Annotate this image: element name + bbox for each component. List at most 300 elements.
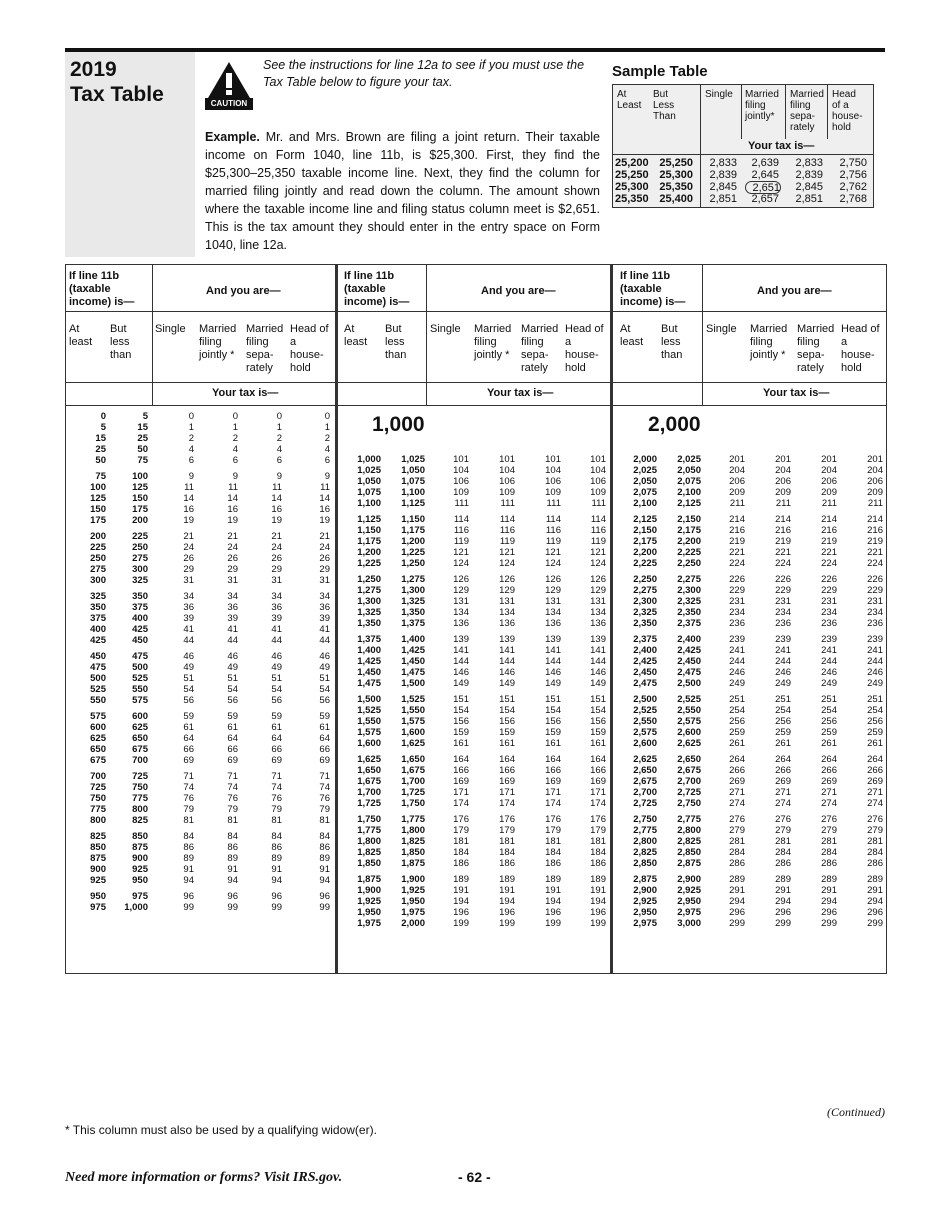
tax-cell: 204 (867, 465, 883, 476)
tax-cell: 249 (821, 678, 837, 689)
income-cell: 975 (132, 891, 148, 902)
sample-tax-cell: 2,762 (839, 181, 867, 193)
income-cell: 2,775 (633, 825, 657, 836)
tax-cell: 106 (545, 476, 561, 487)
tax-cell: 221 (867, 547, 883, 558)
tax-cell: 134 (453, 607, 469, 618)
tax-cell: 124 (545, 558, 561, 569)
income-cell: 450 (132, 635, 148, 646)
if-line-label: If line 11b (taxable income) is— (344, 270, 410, 308)
tax-cell: 236 (821, 618, 837, 629)
sample-mfs: Married filing sepa- rately (790, 89, 824, 133)
tax-cell: 176 (590, 814, 606, 825)
tax-cell: 181 (590, 836, 606, 847)
example-paragraph (205, 128, 600, 254)
tax-cell: 114 (545, 514, 561, 525)
tax-cell: 59 (319, 711, 330, 722)
tax-cell: 0 (232, 411, 238, 422)
income-cell: 2,450 (633, 667, 657, 678)
income-cell: 675 (90, 755, 106, 766)
tax-cell: 236 (729, 618, 745, 629)
income-cell: 1,625 (401, 738, 425, 749)
income-cell: 2,950 (677, 896, 701, 907)
mfs-header: Married filing sepa- rately (797, 323, 835, 374)
income-cell: 1,500 (401, 678, 425, 689)
tax-cell: 131 (499, 596, 515, 607)
sample-tax-cell: 2,839 (709, 169, 737, 181)
tax-cell: 31 (319, 575, 330, 586)
if-line-label: If line 11b (taxable income) is— (69, 270, 135, 308)
tax-cell: 16 (319, 504, 330, 515)
tax-cell: 6 (324, 455, 330, 466)
income-cell: 2,225 (633, 558, 657, 569)
tax-cell: 191 (590, 885, 606, 896)
tax-cell: 71 (271, 771, 282, 782)
tax-cell: 171 (499, 787, 515, 798)
tax-cell: 169 (453, 776, 469, 787)
income-cell: 1,750 (357, 814, 381, 825)
income-cell: 15 (95, 433, 106, 444)
income-cell: 2,700 (677, 776, 701, 787)
tax-cell: 244 (729, 656, 745, 667)
tax-cell: 36 (183, 602, 194, 613)
income-cell: 25 (137, 433, 148, 444)
tax-cell: 299 (867, 918, 883, 929)
tax-cell: 294 (729, 896, 745, 907)
income-cell: 1,200 (401, 536, 425, 547)
tax-cell: 96 (183, 891, 194, 902)
tax-cell: 214 (775, 514, 791, 525)
tax-cell: 164 (545, 754, 561, 765)
tax-cell: 199 (453, 918, 469, 929)
tax-cell: 29 (271, 564, 282, 575)
tax-cell: 91 (319, 864, 330, 875)
tax-cell: 16 (227, 504, 238, 515)
tax-cell: 151 (453, 694, 469, 705)
sample-table-title: Sample Table (612, 63, 708, 80)
tax-cell: 116 (499, 525, 515, 536)
tax-cell: 271 (729, 787, 745, 798)
tax-cell: 2 (276, 433, 282, 444)
tax-cell: 241 (867, 645, 883, 656)
more-info-text: Need more information or forms? Visit IRS.gov. (65, 1170, 343, 1185)
tax-cell: 296 (867, 907, 883, 918)
tax-cell: 289 (821, 874, 837, 885)
income-cell: 2,525 (633, 705, 657, 716)
tax-cell: 176 (453, 814, 469, 825)
income-cell: 475 (132, 651, 148, 662)
tax-cell: 266 (821, 765, 837, 776)
tax-cell: 161 (499, 738, 515, 749)
tax-cell: 49 (183, 662, 194, 673)
sample-income-cell: 25,200 (615, 157, 649, 169)
tax-cell: 146 (453, 667, 469, 678)
tax-cell: 186 (545, 858, 561, 869)
tax-cell: 254 (729, 705, 745, 716)
income-cell: 1,575 (357, 727, 381, 738)
income-cell: 1,350 (401, 607, 425, 618)
tax-cell: 14 (271, 493, 282, 504)
tax-cell: 121 (590, 547, 606, 558)
sample-tax-cell: 2,839 (795, 169, 823, 181)
tax-cell: 141 (545, 645, 561, 656)
tax-cell: 231 (821, 596, 837, 607)
tax-cell: 246 (729, 667, 745, 678)
tax-cell: 136 (453, 618, 469, 629)
income-cell: 2,950 (633, 907, 657, 918)
income-cell: 2,675 (677, 765, 701, 776)
tax-cell: 64 (319, 733, 330, 744)
income-cell: 2,550 (677, 705, 701, 716)
income-cell: 2,875 (677, 858, 701, 869)
tax-cell: 66 (183, 744, 194, 755)
income-cell: 2,025 (633, 465, 657, 476)
tax-cell: 204 (821, 465, 837, 476)
sample-tax-cell: 2,833 (709, 157, 737, 169)
income-cell: 50 (95, 455, 106, 466)
tax-cell: 244 (867, 656, 883, 667)
tax-cell: 166 (545, 765, 561, 776)
at-least-column (619, 454, 657, 929)
tax-cell: 221 (821, 547, 837, 558)
income-cell: 1,600 (357, 738, 381, 749)
income-cell: 1,800 (357, 836, 381, 847)
at-least-header: At least (69, 323, 93, 348)
tax-cell: 241 (729, 645, 745, 656)
income-cell: 650 (132, 733, 148, 744)
income-cell: 925 (90, 875, 106, 886)
income-cell: 1,450 (357, 667, 381, 678)
tax-cell: 159 (499, 727, 515, 738)
hoh-header: Head of a house- hold (841, 323, 880, 374)
tax-cell: 44 (227, 635, 238, 646)
tax-cell: 44 (271, 635, 282, 646)
tax-cell: 209 (867, 487, 883, 498)
your-tax-label: Your tax is— (487, 387, 554, 399)
income-cell: 2,375 (677, 618, 701, 629)
income-cell: 525 (132, 673, 148, 684)
tax-cell: 26 (319, 553, 330, 564)
tax-cell: 31 (227, 575, 238, 586)
tax-cell: 239 (729, 634, 745, 645)
tax-cell: 276 (821, 814, 837, 825)
tax-cell: 9 (324, 471, 330, 482)
income-cell: 1,850 (357, 858, 381, 869)
income-cell: 750 (90, 793, 106, 804)
income-cell: 1,675 (401, 765, 425, 776)
income-cell: 225 (132, 531, 148, 542)
income-cell: 625 (90, 733, 106, 744)
income-cell: 2,725 (633, 798, 657, 809)
income-cell: 900 (132, 853, 148, 864)
income-cell: 2,600 (633, 738, 657, 749)
tax-cell: 69 (319, 755, 330, 766)
tax-cell: 116 (545, 525, 561, 536)
income-cell: 225 (90, 542, 106, 553)
tax-cell: 14 (319, 493, 330, 504)
income-cell: 5 (100, 422, 106, 433)
income-cell: 1,050 (357, 476, 381, 487)
tax-cell: 156 (453, 716, 469, 727)
tax-cell: 89 (227, 853, 238, 864)
hoh-column (839, 454, 883, 929)
tax-cell: 251 (729, 694, 745, 705)
tax-cell: 284 (729, 847, 745, 858)
tax-cell: 109 (545, 487, 561, 498)
tax-cell: 191 (545, 885, 561, 896)
tax-cell: 281 (729, 836, 745, 847)
income-cell: 1,475 (401, 667, 425, 678)
tax-cell: 244 (821, 656, 837, 667)
income-cell: 2,350 (633, 618, 657, 629)
tax-cell: 121 (545, 547, 561, 558)
income-cell: 1,350 (357, 618, 381, 629)
tax-cell: 54 (271, 684, 282, 695)
tax-cell: 179 (545, 825, 561, 836)
sample-tax-cell: 2,657 (751, 193, 779, 205)
tax-cell: 111 (454, 498, 469, 509)
income-cell: 275 (132, 553, 148, 564)
tax-cell: 224 (821, 558, 837, 569)
section-1000-heading: 1,000 (372, 413, 425, 436)
tax-cell: 19 (227, 515, 238, 526)
income-cell: 15 (137, 422, 148, 433)
sample-tax-cell: 2,833 (795, 157, 823, 169)
page-number: - 62 - (458, 1169, 491, 1185)
income-cell: 0 (100, 411, 106, 422)
tax-cell: 269 (867, 776, 883, 787)
income-cell: 1,925 (357, 896, 381, 907)
income-cell: 1,900 (357, 885, 381, 896)
income-cell: 2,500 (677, 678, 701, 689)
tax-cell: 6 (232, 455, 238, 466)
income-cell: 1,525 (357, 705, 381, 716)
tax-cell: 254 (775, 705, 791, 716)
income-cell: 500 (90, 673, 106, 684)
tax-cell: 96 (319, 891, 330, 902)
income-cell: 2,575 (677, 716, 701, 727)
tax-cell: 94 (183, 875, 194, 886)
tax-cell: 201 (775, 454, 791, 465)
tax-cell: 71 (183, 771, 194, 782)
tax-cell: 214 (867, 514, 883, 525)
tax-cell: 111 (591, 498, 606, 509)
tax-cell: 34 (319, 591, 330, 602)
tax-cell: 11 (320, 482, 330, 493)
sample-tax-cell: 2,851 (795, 193, 823, 205)
tax-cell: 0 (188, 411, 194, 422)
tax-cell: 9 (188, 471, 194, 482)
income-cell: 775 (90, 804, 106, 815)
hoh-column (566, 454, 606, 929)
income-cell: 950 (132, 875, 148, 886)
and-you-are-label: And you are— (481, 285, 556, 297)
income-cell: 2,200 (633, 547, 657, 558)
tax-cell: 56 (183, 695, 194, 706)
tax-cell: 31 (183, 575, 194, 586)
sample-income-cell: 25,250 (659, 157, 693, 169)
income-cell: 2,625 (677, 738, 701, 749)
income-cell: 2,825 (633, 847, 657, 858)
tax-cell: 261 (775, 738, 791, 749)
income-cell: 1,025 (401, 454, 425, 465)
tax-cell: 186 (499, 858, 515, 869)
tax-cell: 144 (453, 656, 469, 667)
tax-cell: 166 (499, 765, 515, 776)
tax-cell: 46 (227, 651, 238, 662)
tax-cell: 46 (271, 651, 282, 662)
tax-cell: 216 (867, 525, 883, 536)
income-cell: 2,775 (677, 814, 701, 825)
tax-cell: 109 (590, 487, 606, 498)
tax-cell: 204 (729, 465, 745, 476)
your-tax-label: Your tax is— (763, 387, 830, 399)
tax-cell: 206 (867, 476, 883, 487)
tax-cell: 51 (227, 673, 238, 684)
mfj-header: Married filing jointly * (199, 323, 237, 361)
tax-cell: 61 (319, 722, 330, 733)
tax-cell: 166 (453, 765, 469, 776)
income-cell: 2,150 (633, 525, 657, 536)
single-column (429, 454, 469, 929)
tax-cell: 94 (319, 875, 330, 886)
tax-cell: 96 (271, 891, 282, 902)
tax-cell: 56 (271, 695, 282, 706)
tax-cell: 156 (499, 716, 515, 727)
tax-cell: 156 (590, 716, 606, 727)
income-cell: 2,750 (633, 814, 657, 825)
income-cell: 825 (90, 831, 106, 842)
tax-cell: 129 (453, 585, 469, 596)
income-cell: 1,450 (401, 656, 425, 667)
income-cell: 1,800 (401, 825, 425, 836)
continued-label: (Continued) (827, 1105, 885, 1119)
tax-cell: 174 (453, 798, 469, 809)
tax-cell: 209 (729, 487, 745, 498)
tax-cell: 0 (324, 411, 330, 422)
income-cell: 1,725 (401, 787, 425, 798)
income-cell: 275 (90, 564, 106, 575)
tax-cell: 266 (775, 765, 791, 776)
tax-cell: 264 (729, 754, 745, 765)
income-cell: 1,675 (357, 776, 381, 787)
income-cell: 2,150 (677, 514, 701, 525)
income-cell: 1,750 (401, 798, 425, 809)
tax-cell: 226 (867, 574, 883, 585)
sample-tax-cell: 2,845 (795, 181, 823, 193)
tax-cell: 279 (775, 825, 791, 836)
income-cell: 1,275 (357, 585, 381, 596)
income-cell: 975 (90, 902, 106, 913)
tax-cell: 161 (545, 738, 561, 749)
tax-cell: 114 (590, 514, 606, 525)
tax-cell: 236 (775, 618, 791, 629)
income-cell: 2,250 (633, 574, 657, 585)
income-cell: 25 (95, 444, 106, 455)
income-cell: 1,550 (357, 716, 381, 727)
income-cell: 2,375 (633, 634, 657, 645)
tax-cell: 159 (590, 727, 606, 738)
tax-cell: 136 (545, 618, 561, 629)
tax-cell: 36 (227, 602, 238, 613)
tax-cell: 64 (271, 733, 282, 744)
income-cell: 550 (132, 684, 148, 695)
tax-cell: 274 (775, 798, 791, 809)
tax-cell: 104 (590, 465, 606, 476)
tax-cell: 229 (867, 585, 883, 596)
tax-cell: 144 (545, 656, 561, 667)
but-less-column (385, 454, 425, 929)
tax-cell: 169 (590, 776, 606, 787)
tax-cell: 194 (499, 896, 515, 907)
tax-cell: 76 (183, 793, 194, 804)
tax-cell: 289 (729, 874, 745, 885)
tax-cell: 174 (499, 798, 515, 809)
sample-income-cell: 25,350 (659, 181, 693, 193)
tax-cell: 234 (775, 607, 791, 618)
tax-cell: 19 (183, 515, 194, 526)
tax-cell: 281 (821, 836, 837, 847)
tax-cell: 274 (729, 798, 745, 809)
mfj-header: Married filing jointly * (750, 323, 788, 361)
income-cell: 2,925 (633, 896, 657, 907)
hoh-header: Head of a house- hold (565, 323, 604, 374)
tax-cell: 211 (867, 498, 883, 509)
tax-cell: 184 (453, 847, 469, 858)
tax-cell: 291 (775, 885, 791, 896)
tax-cell: 1 (232, 422, 238, 433)
tax-cell: 239 (867, 634, 883, 645)
tax-cell: 294 (775, 896, 791, 907)
tax-cell: 86 (227, 842, 238, 853)
income-cell: 2,725 (677, 787, 701, 798)
tax-cell: 219 (867, 536, 883, 547)
tax-cell: 131 (453, 596, 469, 607)
income-cell: 2,125 (677, 498, 701, 509)
at-least-header: At least (620, 323, 644, 348)
income-cell: 2,525 (677, 694, 701, 705)
tax-cell: 164 (453, 754, 469, 765)
tax-cell: 264 (775, 754, 791, 765)
tax-cell: 54 (319, 684, 330, 695)
tax-cell: 1 (188, 422, 194, 433)
tax-cell: 0 (276, 411, 282, 422)
tax-cell: 41 (271, 624, 282, 635)
tax-cell: 249 (867, 678, 883, 689)
tax-cell: 9 (232, 471, 238, 482)
tax-cell: 216 (775, 525, 791, 536)
tax-cell: 221 (729, 547, 745, 558)
tax-cell: 259 (867, 727, 883, 738)
tax-cell: 2 (232, 433, 238, 444)
income-cell: 1,825 (357, 847, 381, 858)
income-cell: 1,650 (357, 765, 381, 776)
tax-cell: 99 (183, 902, 194, 913)
income-cell: 450 (90, 651, 106, 662)
tax-cell: 241 (821, 645, 837, 656)
income-cell: 1,975 (401, 907, 425, 918)
sample-income-cell: 25,350 (615, 193, 649, 205)
at-least-column (343, 454, 381, 929)
tax-cell: 51 (271, 673, 282, 684)
income-cell: 2,550 (633, 716, 657, 727)
tax-cell: 169 (545, 776, 561, 787)
tax-cell: 41 (319, 624, 330, 635)
tax-cell: 121 (453, 547, 469, 558)
tax-cell: 181 (499, 836, 515, 847)
mfj-column (751, 454, 791, 929)
tax-cell: 186 (590, 858, 606, 869)
